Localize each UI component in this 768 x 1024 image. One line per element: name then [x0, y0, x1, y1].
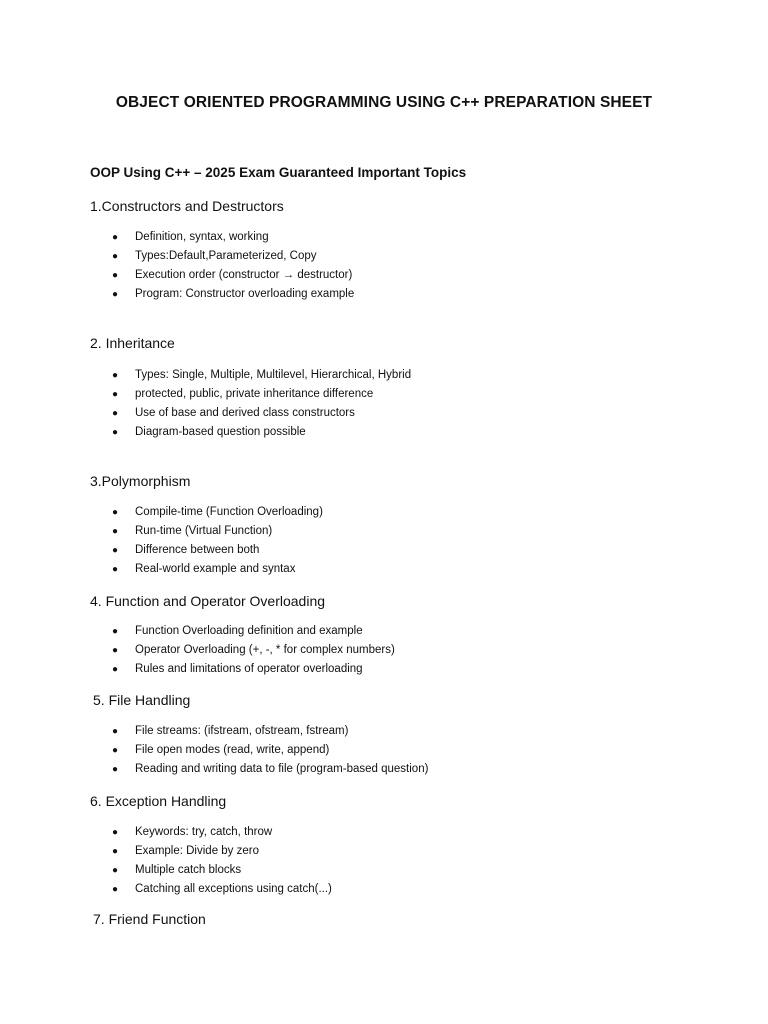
bullet-icon: ●	[112, 427, 119, 438]
bullet-icon: ●	[112, 507, 119, 518]
section-heading-inheritance: 2. Inheritance	[90, 335, 175, 351]
section-heading-exception-handling: 6. Exception Handling	[90, 793, 227, 809]
list-item: ● Operator Overloading (+, -, * for complex numbers)	[90, 641, 395, 660]
section-heading-overloading: 4. Function and Operator Overloading	[90, 593, 326, 609]
list-item: ● Catching all exceptions using catch(...)	[90, 880, 332, 899]
list-item: ● Multiple catch blocks	[90, 861, 332, 880]
bullet-icon: ●	[112, 884, 119, 895]
section-list-file-handling	[90, 722, 428, 779]
bullet-icon: ●	[112, 865, 119, 876]
list-item: ● Use of base and derived class constructors	[90, 404, 411, 423]
page-title: OBJECT ORIENTED PROGRAMMING USING C++ PREPARATION SHEET	[115, 94, 653, 111]
section-list-constructors	[90, 228, 354, 304]
section-list-exception-handling	[90, 823, 332, 899]
bullet-icon: ●	[112, 526, 119, 537]
list-item: ● Run-time (Virtual Function)	[90, 522, 323, 541]
section-list-polymorphism	[90, 503, 323, 579]
list-item: ● Execution order (constructor → destructor)	[90, 266, 354, 285]
list-item: ● File streams: (ifstream, ofstream, fstream)	[90, 722, 428, 741]
section-list-overloading	[90, 622, 395, 679]
bullet-icon: ●	[112, 270, 119, 281]
list-item: ● Definition, syntax, working	[90, 228, 354, 247]
bullet-icon: ●	[112, 745, 119, 756]
bullet-icon: ●	[112, 827, 119, 838]
bullet-icon: ●	[112, 389, 119, 400]
section-heading-file-handling: 5. File Handling	[93, 692, 191, 708]
bullet-icon: ●	[112, 726, 119, 737]
list-item: ● File open modes (read, write, append)	[90, 741, 428, 760]
bullet-icon: ●	[112, 645, 119, 656]
list-item: ● protected, public, private inheritance difference	[90, 385, 411, 404]
list-item: ● Real-world example and syntax	[90, 560, 323, 579]
bullet-icon: ●	[112, 232, 119, 243]
section-heading-friend-function: 7. Friend Function	[93, 911, 206, 927]
list-item: ● Diagram-based question possible	[90, 423, 411, 442]
list-item: ● Example: Divide by zero	[90, 842, 332, 861]
bullet-icon: ●	[112, 846, 119, 857]
section-list-inheritance	[90, 366, 411, 442]
section-heading-constructors: 1.Constructors and Destructors	[90, 198, 284, 214]
bullet-icon: ●	[112, 764, 119, 775]
list-item: ● Reading and writing data to file (program-based question)	[90, 760, 428, 779]
bullet-icon: ●	[112, 289, 119, 300]
bullet-icon: ●	[112, 251, 119, 262]
list-item: ● Rules and limitations of operator overloading	[90, 660, 395, 679]
list-item: ● Types: Single, Multiple, Multilevel, Hierarchical, Hybrid	[90, 366, 411, 385]
bullet-icon: ●	[112, 664, 119, 675]
page-subtitle: OOP Using C++ – 2025 Exam Guaranteed Important Topics	[90, 165, 467, 180]
list-item: ● Types:Default,Parameterized, Copy	[90, 247, 354, 266]
section-heading-polymorphism: 3.Polymorphism	[90, 473, 191, 489]
list-item: ● Program: Constructor overloading example	[90, 285, 354, 304]
bullet-icon: ●	[112, 564, 119, 575]
list-item: ● Compile-time (Function Overloading)	[90, 503, 323, 522]
list-item: ● Function Overloading definition and example	[90, 622, 395, 641]
bullet-icon: ●	[112, 370, 119, 381]
bullet-icon: ●	[112, 626, 119, 637]
bullet-icon: ●	[112, 545, 119, 556]
bullet-icon: ●	[112, 408, 119, 419]
list-item: ● Keywords: try, catch, throw	[90, 823, 332, 842]
list-item: ● Difference between both	[90, 541, 323, 560]
